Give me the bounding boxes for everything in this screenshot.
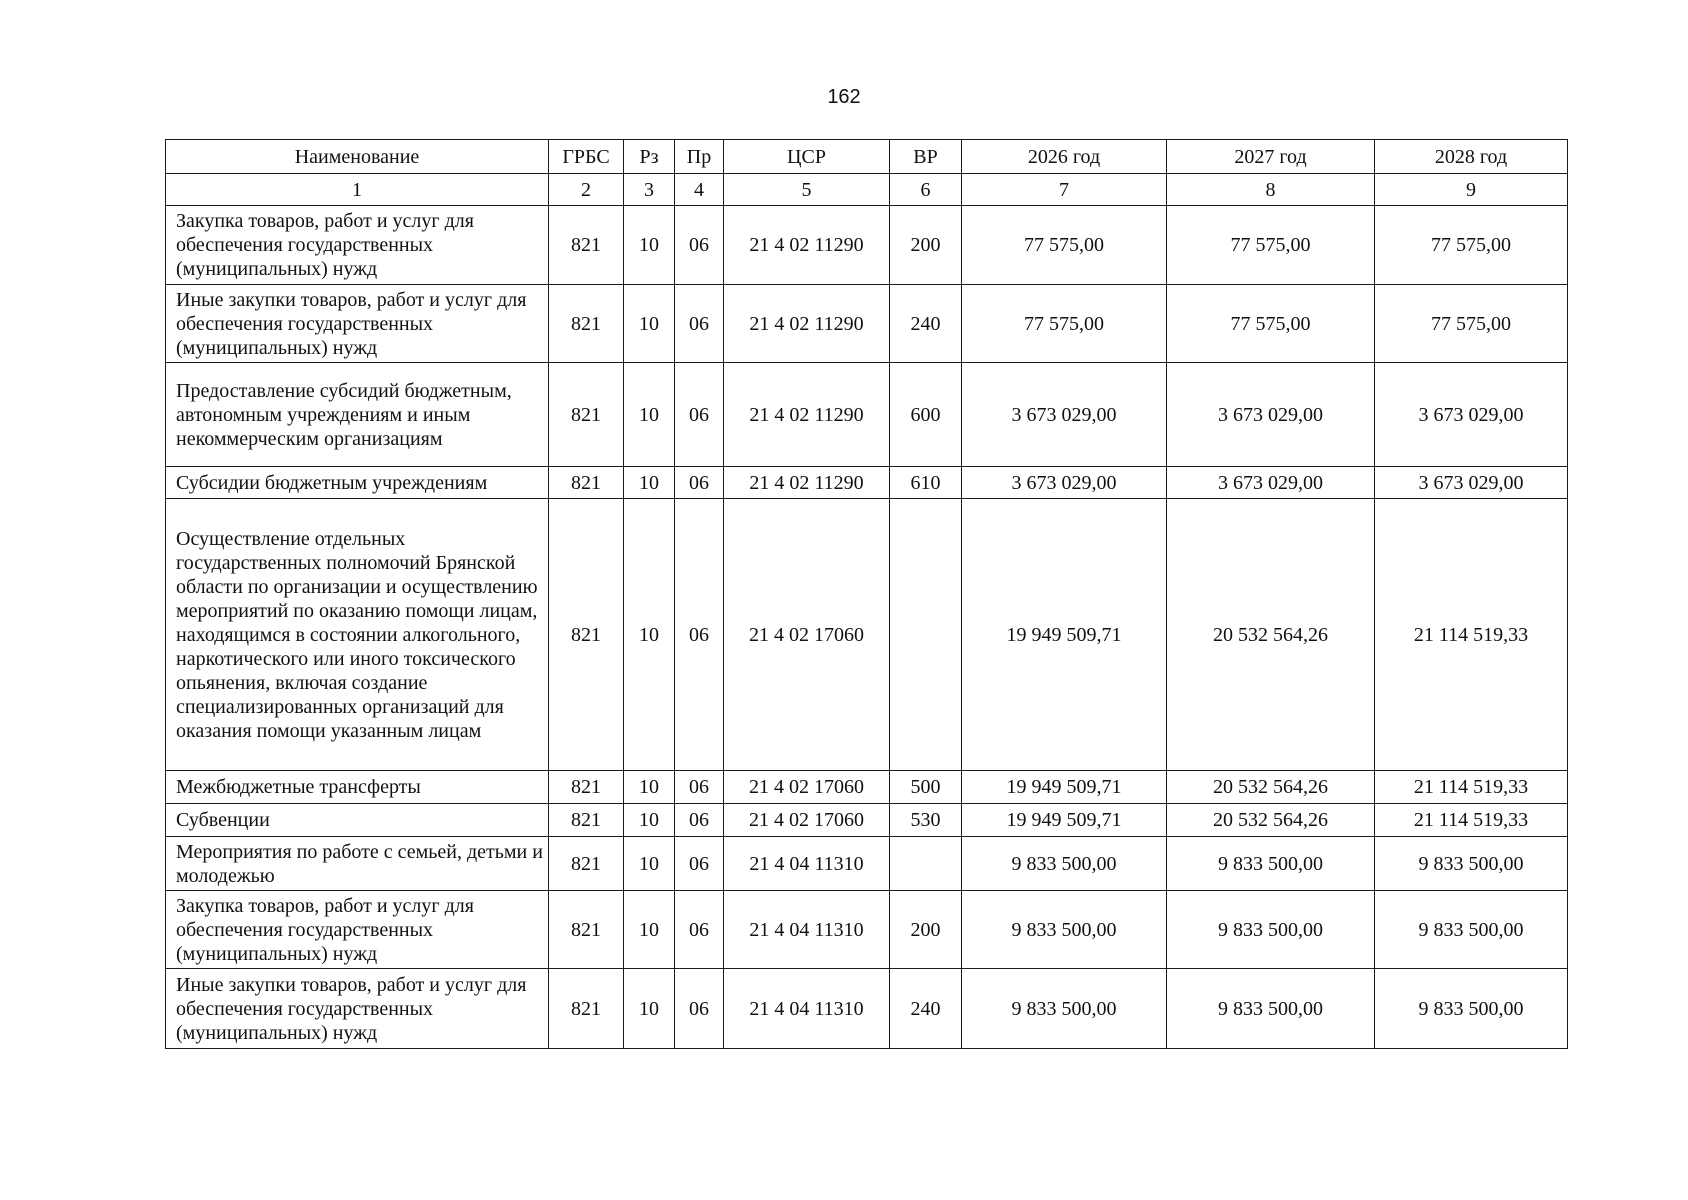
table-row (166, 804, 1568, 837)
row-csr: 21 4 04 11310 (724, 891, 890, 969)
row-2026: 19 949 509,71 (962, 771, 1167, 804)
table-row (166, 363, 1568, 467)
row-2027: 77 575,00 (1167, 206, 1375, 285)
row-2026: 9 833 500,00 (962, 891, 1167, 969)
row-grbs: 821 (549, 891, 624, 969)
row-grbs: 821 (549, 206, 624, 285)
row-name: Иные закупки товаров, работ и услуг для обеспечения государственных (муниципальных) нужд (166, 969, 549, 1049)
row-vr: 610 (890, 467, 962, 499)
row-vr: 240 (890, 969, 962, 1049)
row-vr: 500 (890, 771, 962, 804)
row-rz: 10 (624, 891, 675, 969)
row-2027: 9 833 500,00 (1167, 837, 1375, 891)
header-2028: 2028 год (1375, 140, 1568, 174)
row-rz: 10 (624, 969, 675, 1049)
row-2026: 19 949 509,71 (962, 804, 1167, 837)
row-grbs: 821 (549, 499, 624, 771)
row-2028: 9 833 500,00 (1375, 891, 1568, 969)
row-2027: 77 575,00 (1167, 285, 1375, 363)
row-pr: 06 (675, 837, 724, 891)
column-number: 9 (1375, 174, 1568, 206)
row-rz: 10 (624, 837, 675, 891)
row-name: Предоставление субсидий бюджетным, автономным учреждениям и иным некоммерческим организациям (166, 363, 549, 467)
row-pr: 06 (675, 206, 724, 285)
row-name: Субвенции (166, 804, 549, 837)
row-csr: 21 4 04 11310 (724, 969, 890, 1049)
table-row (166, 891, 1568, 969)
row-2027: 20 532 564,26 (1167, 499, 1375, 771)
table-row (166, 467, 1568, 499)
column-number: 8 (1167, 174, 1375, 206)
row-grbs: 821 (549, 771, 624, 804)
row-2028: 3 673 029,00 (1375, 467, 1568, 499)
row-2026: 9 833 500,00 (962, 837, 1167, 891)
row-2026: 19 949 509,71 (962, 499, 1167, 771)
row-name: Закупка товаров, работ и услуг для обеспечения государственных (муниципальных) нужд (166, 206, 549, 285)
header-2027: 2027 год (1167, 140, 1375, 174)
row-name: Осуществление отдельных государственных полномочий Брянской области по организации и осуществлению мероприятий по оказанию помощи лицам, находящимся в состоянии алкогольного, наркотического или иного токсического опьянения, включая создание специализированных организаций для оказания помощи указанным лицам (166, 499, 549, 771)
header-grbs: ГРБС (549, 140, 624, 174)
row-rz: 10 (624, 363, 675, 467)
header-vr: ВР (890, 140, 962, 174)
column-number-row (166, 174, 1568, 206)
header-row (166, 140, 1568, 174)
row-csr: 21 4 04 11310 (724, 837, 890, 891)
column-number: 5 (724, 174, 890, 206)
row-2028: 21 114 519,33 (1375, 499, 1568, 771)
row-2027: 9 833 500,00 (1167, 969, 1375, 1049)
row-pr: 06 (675, 804, 724, 837)
row-2028: 21 114 519,33 (1375, 804, 1568, 837)
row-2027: 20 532 564,26 (1167, 804, 1375, 837)
row-2028: 3 673 029,00 (1375, 363, 1568, 467)
row-csr: 21 4 02 11290 (724, 285, 890, 363)
row-2028: 9 833 500,00 (1375, 837, 1568, 891)
row-rz: 10 (624, 206, 675, 285)
table-row (166, 285, 1568, 363)
row-2028: 21 114 519,33 (1375, 771, 1568, 804)
row-csr: 21 4 02 17060 (724, 499, 890, 771)
column-number: 6 (890, 174, 962, 206)
column-number: 3 (624, 174, 675, 206)
row-pr: 06 (675, 363, 724, 467)
row-pr: 06 (675, 891, 724, 969)
row-2026: 9 833 500,00 (962, 969, 1167, 1049)
row-2026: 77 575,00 (962, 206, 1167, 285)
row-csr: 21 4 02 11290 (724, 467, 890, 499)
row-grbs: 821 (549, 804, 624, 837)
row-pr: 06 (675, 499, 724, 771)
row-rz: 10 (624, 804, 675, 837)
row-pr: 06 (675, 969, 724, 1049)
column-number: 4 (675, 174, 724, 206)
row-rz: 10 (624, 285, 675, 363)
row-2027: 9 833 500,00 (1167, 891, 1375, 969)
row-name: Субсидии бюджетным учреждениям (166, 467, 549, 499)
row-name: Мероприятия по работе с семьей, детьми и молодежью (166, 837, 549, 891)
row-rz: 10 (624, 771, 675, 804)
row-vr: 200 (890, 891, 962, 969)
row-name: Межбюджетные трансферты (166, 771, 549, 804)
row-grbs: 821 (549, 285, 624, 363)
table-row (166, 969, 1568, 1049)
header-name: Наименование (166, 140, 549, 174)
row-vr (890, 837, 962, 891)
row-pr: 06 (675, 467, 724, 499)
table-row (166, 206, 1568, 285)
row-csr: 21 4 02 17060 (724, 771, 890, 804)
row-csr: 21 4 02 11290 (724, 206, 890, 285)
row-name: Иные закупки товаров, работ и услуг для обеспечения государственных (муниципальных) нужд (166, 285, 549, 363)
table-row (166, 837, 1568, 891)
row-grbs: 821 (549, 467, 624, 499)
row-vr: 530 (890, 804, 962, 837)
row-name: Закупка товаров, работ и услуг для обеспечения государственных (муниципальных) нужд (166, 891, 549, 969)
table-row (166, 771, 1568, 804)
header-pr: Пр (675, 140, 724, 174)
row-2028: 9 833 500,00 (1375, 969, 1568, 1049)
header-csr: ЦСР (724, 140, 890, 174)
row-vr: 600 (890, 363, 962, 467)
row-rz: 10 (624, 499, 675, 771)
row-2026: 3 673 029,00 (962, 467, 1167, 499)
row-2028: 77 575,00 (1375, 285, 1568, 363)
row-grbs: 821 (549, 969, 624, 1049)
column-number: 1 (166, 174, 549, 206)
row-2026: 77 575,00 (962, 285, 1167, 363)
row-grbs: 821 (549, 363, 624, 467)
row-2027: 3 673 029,00 (1167, 363, 1375, 467)
row-2028: 77 575,00 (1375, 206, 1568, 285)
row-2027: 20 532 564,26 (1167, 771, 1375, 804)
row-pr: 06 (675, 771, 724, 804)
row-csr: 21 4 02 17060 (724, 804, 890, 837)
header-2026: 2026 год (962, 140, 1167, 174)
row-csr: 21 4 02 11290 (724, 363, 890, 467)
row-vr: 240 (890, 285, 962, 363)
header-rz: Рз (624, 140, 675, 174)
row-2026: 3 673 029,00 (962, 363, 1167, 467)
row-vr: 200 (890, 206, 962, 285)
row-rz: 10 (624, 467, 675, 499)
column-number: 7 (962, 174, 1167, 206)
budget-table (165, 139, 1568, 1049)
row-pr: 06 (675, 285, 724, 363)
row-2027: 3 673 029,00 (1167, 467, 1375, 499)
page-number: 162 (827, 86, 861, 108)
row-grbs: 821 (549, 837, 624, 891)
column-number: 2 (549, 174, 624, 206)
table-row (166, 499, 1568, 771)
row-vr (890, 499, 962, 771)
